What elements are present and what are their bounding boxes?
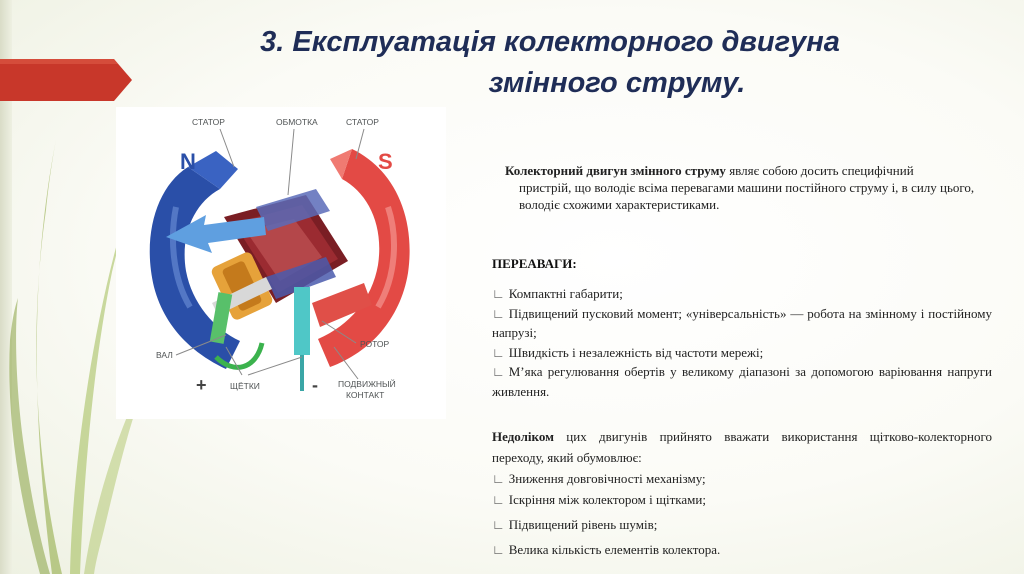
disadvantage-text: Велика кількість елементів колектора. [508, 542, 721, 557]
bullet-icon: ∟ [492, 492, 505, 507]
list-item [492, 284, 992, 304]
list-item [492, 362, 992, 401]
motor-diagram [116, 107, 446, 419]
bullet-icon: ∟ [492, 344, 505, 360]
label-shaft: ВАЛ [156, 350, 173, 360]
bullet-icon: ∟ [492, 364, 505, 379]
label-south: S [378, 149, 393, 174]
disadvantages-paragraph [492, 426, 992, 468]
advantage-text: Компактні габарити; [508, 286, 623, 301]
intro-text-1: являє собою досить специфічний [725, 163, 914, 178]
bullet-icon: ∟ [492, 471, 505, 486]
label-north: N [180, 149, 196, 174]
advantages-heading: ПЕРЕАВАГИ: [492, 256, 577, 271]
label-brushes: ЩЁТКИ [230, 381, 260, 391]
bullet-icon: ∟ [492, 542, 505, 557]
slide-title-line-1: 3. Експлуатація колекторного двигуна [260, 26, 840, 58]
disadvantages-block [492, 426, 992, 560]
list-item [492, 343, 992, 363]
label-sliding-contact-1: ПОДВИЖНЫЙ [338, 379, 396, 389]
label-rotor: РОТОР [360, 339, 390, 349]
advantage-text: Підвищений пусковий момент; «універсальність» — робота на змінному і постійному напрузі; [492, 305, 992, 340]
slide-title-line-2: змінного струму. [488, 67, 746, 99]
slide-title [220, 22, 1000, 104]
list-item [492, 468, 992, 489]
label-winding: ОБМОТКА [276, 117, 318, 127]
intro-paragraph [505, 162, 990, 213]
label-sliding-contact-2: КОНТАКТ [346, 390, 385, 400]
label-plus: + [196, 375, 207, 395]
intro-text-2: пристрій, що володіє всіма перевагами машини постійного струму і, в силу цього, володіє схожими характеристиками. [519, 180, 975, 212]
bullet-icon: ∟ [492, 286, 505, 301]
disadvantages-lead: Недоліком [492, 429, 554, 444]
disadvantages-text: цих двигунів прийнято вважати використання щітково-колекторного переходу, який обумовлює: [492, 429, 992, 465]
advantages-list [492, 284, 992, 401]
disadvantage-text: Підвищений рівень шумів; [508, 517, 658, 532]
advantage-text: М’яка регулювання обертів у великому діапазоні за допомогою варіювання напруги живлення. [492, 364, 992, 399]
disadvantage-text: Зниження довговічності механізму; [508, 471, 706, 486]
label-stator-right: СТАТОР [346, 117, 379, 127]
label-stator-left: СТАТОР [192, 117, 225, 127]
list-item [492, 539, 992, 560]
title-ribbon [0, 59, 132, 101]
list-item [492, 304, 992, 343]
list-item [492, 514, 992, 535]
label-minus: - [312, 375, 318, 395]
list-item [492, 489, 992, 510]
advantage-text: Швидкість і незалежність від частоти мережі; [508, 344, 764, 360]
bullet-icon: ∟ [492, 517, 505, 532]
bullet-icon: ∟ [492, 305, 505, 321]
intro-lead: Колекторний двигун змінного струму [505, 163, 726, 178]
disadvantage-text: Іскріння між колектором і щітками; [508, 492, 706, 507]
